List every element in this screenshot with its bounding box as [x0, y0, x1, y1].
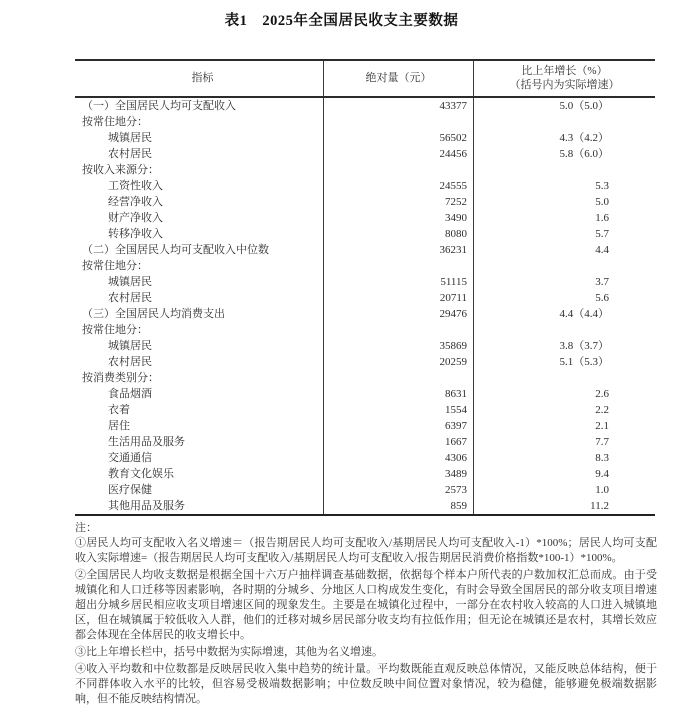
row-value: 20259 — [323, 354, 473, 370]
row-label: 城镇居民 — [108, 132, 152, 144]
notes-list — [75, 536, 657, 707]
table-row — [75, 418, 655, 434]
header-indicator-label: 指标 — [191, 71, 214, 84]
table-row — [75, 402, 655, 418]
row-growth: 2.2 — [473, 402, 655, 418]
table-body — [75, 98, 655, 514]
table-row — [75, 434, 655, 450]
row-value: 859 — [323, 498, 473, 514]
table-row — [75, 338, 655, 354]
row-label: 食品烟酒 — [108, 388, 152, 400]
row-label: 农村居民 — [108, 292, 152, 304]
row-label: 按常住地分： — [82, 324, 148, 336]
row-growth — [473, 322, 655, 338]
table-row — [75, 146, 655, 162]
row-value — [323, 258, 473, 274]
table-row — [75, 386, 655, 402]
row-label: （一）全国居民人均可支配收入 — [82, 100, 236, 112]
row-label: 居住 — [108, 420, 130, 432]
table-row — [75, 210, 655, 226]
row-growth: 3.8（3.7） — [473, 338, 655, 354]
header-absolute-label: 绝对量（元） — [365, 71, 432, 84]
row-growth: 4.3（4.2） — [473, 130, 655, 146]
table-row — [75, 258, 655, 274]
note-item: ③比上年增长栏中，括号中数据为实际增速，其他为名义增速。 — [75, 646, 383, 658]
table-row — [75, 306, 655, 322]
row-value: 43377 — [323, 98, 473, 114]
row-growth: 5.0 — [473, 194, 655, 210]
row-value — [323, 162, 473, 178]
row-label: 生活用品及服务 — [108, 436, 185, 448]
row-growth: 1.0 — [473, 482, 655, 498]
row-growth: 4.4（4.4） — [473, 306, 655, 322]
table-row — [75, 178, 655, 194]
row-growth: 3.7 — [473, 274, 655, 290]
row-label: 转移净收入 — [108, 228, 163, 240]
row-growth: 1.6 — [473, 210, 655, 226]
row-label: 农村居民 — [108, 148, 152, 160]
table-row — [75, 290, 655, 306]
table-row — [75, 466, 655, 482]
row-value: 51115 — [323, 274, 473, 290]
table-row — [75, 242, 655, 258]
row-label: 按常住地分： — [82, 116, 148, 128]
table-row — [75, 370, 655, 386]
table-row — [75, 130, 655, 146]
row-label: 城镇居民 — [108, 276, 152, 288]
row-label: 财产净收入 — [108, 212, 163, 224]
row-growth: 7.7 — [473, 434, 655, 450]
row-growth: 11.2 — [473, 498, 655, 514]
page-title: 表1 2025年全国居民收支主要数据 — [224, 13, 459, 29]
table-row — [75, 450, 655, 466]
notes-label: 注： — [75, 522, 97, 534]
row-value: 35869 — [323, 338, 473, 354]
row-growth: 5.1（5.3） — [473, 354, 655, 370]
row-label: 城镇居民 — [108, 340, 152, 352]
row-label: 医疗保健 — [108, 484, 152, 496]
table-row — [75, 194, 655, 210]
note-item: ①居民人均可支配收入名义增速＝（报告期居民人均可支配收入/基期居民人均可支配收入-1）*100%；居民人均可支配收入实际增速=（报告期居民人均可支配收入/基期居民人均可支配收入/报告期居民消费价格指数*100-1）*100%。 — [75, 537, 657, 564]
row-growth: 5.7 — [473, 226, 655, 242]
row-value: 6397 — [323, 418, 473, 434]
row-value: 56502 — [323, 130, 473, 146]
row-value: 29476 — [323, 306, 473, 322]
row-label: （三）全国居民人均消费支出 — [82, 308, 225, 320]
row-label: 交通通信 — [108, 452, 152, 464]
row-label: 工资性收入 — [108, 180, 163, 192]
row-growth: 5.6 — [473, 290, 655, 306]
table-row — [75, 274, 655, 290]
table-row — [75, 322, 655, 338]
row-value: 3490 — [323, 210, 473, 226]
row-growth: 5.8（6.0） — [473, 146, 655, 162]
row-value: 1667 — [323, 434, 473, 450]
table-row — [75, 114, 655, 130]
row-value — [323, 322, 473, 338]
row-label: 农村居民 — [108, 356, 152, 368]
row-growth: 5.3 — [473, 178, 655, 194]
row-growth: 2.1 — [473, 418, 655, 434]
row-label: 按消费类别分： — [82, 372, 159, 384]
row-value: 36231 — [323, 242, 473, 258]
row-value — [323, 370, 473, 386]
row-value: 8080 — [323, 226, 473, 242]
row-value: 7252 — [323, 194, 473, 210]
row-value: 20711 — [323, 290, 473, 306]
row-growth — [473, 114, 655, 130]
row-label: 按常住地分： — [82, 260, 148, 272]
table-row — [75, 354, 655, 370]
row-value: 2573 — [323, 482, 473, 498]
row-label: 衣着 — [108, 404, 130, 416]
table-row — [75, 498, 655, 514]
row-growth: 8.3 — [473, 450, 655, 466]
header-growth — [473, 61, 655, 96]
row-label: 教育文化娱乐 — [108, 468, 174, 480]
document-page — [0, 9, 683, 720]
row-label: 其他用品及服务 — [108, 500, 185, 512]
note-item: ②全国居民人均收支数据是根据全国十六万户抽样调查基础数据，依据每个样本户所代表的户数加权汇总而成。由于受城镇化和人口迁移等因素影响，各时期的分城乡、分地区人口构成发生变化，有时会导致全国居民的部分收支项目增速超出分城乡居民相应收支项目增速区间的现象发生。主要是在城镇化过程中，一部分在农村收入较高的人口进入城镇地区，但在城镇属于较低收入人群，他们的迁移对城乡居民部分收支均有拉低作用；但无论在城镇还是农村，其增长效应都会体现在全体居民的收支增长中。 — [75, 569, 657, 641]
row-value: 24456 — [323, 146, 473, 162]
row-value: 24555 — [323, 178, 473, 194]
header-growth-line1: 比上年增长（%） — [521, 65, 608, 77]
row-growth — [473, 258, 655, 274]
table-header-row — [75, 61, 655, 98]
row-growth — [473, 370, 655, 386]
row-label: （二）全国居民人均可支配收入中位数 — [82, 244, 269, 256]
row-value: 3489 — [323, 466, 473, 482]
header-absolute-amount — [323, 61, 473, 96]
header-indicator — [75, 61, 323, 96]
row-growth: 2.6 — [473, 386, 655, 402]
row-label: 按收入来源分： — [82, 164, 159, 176]
header-growth-line2: （括号内为实际增速） — [509, 78, 620, 91]
row-value: 4306 — [323, 450, 473, 466]
notes-section — [75, 521, 657, 707]
row-label: 经营净收入 — [108, 196, 163, 208]
table-row — [75, 162, 655, 178]
row-growth: 5.0（5.0） — [473, 98, 655, 114]
table-row — [75, 226, 655, 242]
income-expenditure-table — [75, 59, 655, 516]
table-row — [75, 482, 655, 498]
row-value: 8631 — [323, 386, 473, 402]
row-growth — [473, 162, 655, 178]
row-growth: 4.4 — [473, 242, 655, 258]
note-item: ④收入平均数和中位数都是反映居民收入集中趋势的统计量。平均数既能直观反映总体情况，又能反映总体结构，便于不同群体收入水平的比较，但容易受极端数据影响；中位数反映中间位置对象情况，较为稳健，能够避免极端数据影响，但不能反映结构情况。 — [75, 663, 657, 705]
row-growth: 9.4 — [473, 466, 655, 482]
row-value — [323, 114, 473, 130]
table-row — [75, 98, 655, 114]
row-value: 1554 — [323, 402, 473, 418]
